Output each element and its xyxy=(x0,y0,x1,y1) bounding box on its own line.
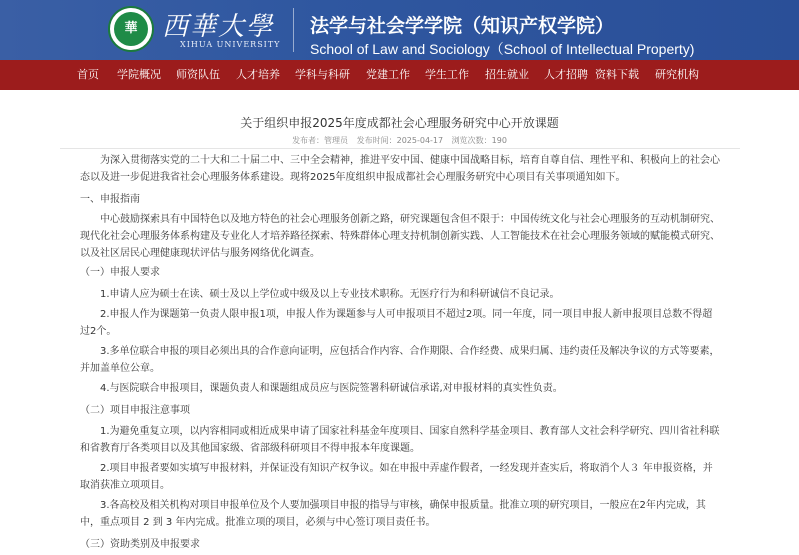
university-logo-icon[interactable] xyxy=(108,6,154,52)
intro-paragraph: 为深入贯彻落实党的二十大和二十届二中、三中全会精神，推进平安中国、健康中国战略目标，培育自尊自信、理性平和、积极向上的社会心态以及进一步促进我省社会心理服务体系建设。现将2025年度组织申报成都社会心理服务研究中心项目有关事项通知如下。 xyxy=(80,155,720,183)
requirement-1: 1.申请人应为硕士在读、硕士及以上学位或中级及以上专业技术职称。无医疗行为和科研诚信不良记录。 xyxy=(100,289,560,300)
subheading-funding: （三）资助类别及申报要求 xyxy=(80,539,200,550)
subheading-applicant: （一）申报人要求 xyxy=(80,267,160,278)
nav-item-institutes[interactable]: 研究机构 xyxy=(655,68,699,81)
article-meta xyxy=(0,135,799,146)
logo-badge: 華 xyxy=(114,12,148,46)
note-2: 2.项目申报者要如实填写申报材料，并保证没有知识产权争议。如在申报中弄虚作假者，一经发现并查实后，将取消个人３ 年申报资格，并取消获准立项项目。 xyxy=(80,463,713,491)
requirement-4: 4.与医院联合申报项目，课题负责人和课题组成员应与医院签署科研诚信承诺,对申报材料的真实性负责。 xyxy=(100,383,563,394)
header-divider xyxy=(293,8,294,52)
main-nav xyxy=(0,60,799,90)
meta-views: 浏览次数：190 xyxy=(451,136,507,145)
college-name-en: School of Law and Sociology（School of Intellectual Property) xyxy=(310,41,695,57)
nav-item-research[interactable]: 学科与科研 xyxy=(295,68,350,81)
guide-paragraph: 中心鼓励探索具有中国特色以及地方特色的社会心理服务创新之路，研究课题包含但不限于：中国传统文化与社会心理服务的互动机制研究、现代化社会心理服务体系构建及专业化人才培养路径探索、特殊群体心理支持机制创新实践、人工智能技术在社会心理服务领域的赋能模式研究、以及社区居民心理健康现状评估与服务网络优化调查。 xyxy=(80,214,720,259)
college-name-cn: 法学与社会学学院（知识产权学院） xyxy=(310,15,615,37)
site-header xyxy=(0,0,799,60)
requirement-2: 2.申报人作为课题第一负责人限申报1项，申报人作为课题参与人可申报项目不超过2项。同一年度，同一项目申报人新申报项目总数不得超过2个。 xyxy=(80,309,713,337)
nav-item-about[interactable]: 学院概况 xyxy=(117,68,161,81)
nav-item-admissions[interactable]: 招生就业 xyxy=(485,68,529,81)
nav-item-students[interactable]: 学生工作 xyxy=(425,68,469,81)
nav-item-home[interactable]: 首页 xyxy=(77,68,99,81)
university-name-cn[interactable]: 西華大學 xyxy=(162,12,275,42)
nav-item-downloads[interactable]: 资料下载 xyxy=(595,68,639,81)
nav-item-party[interactable]: 党建工作 xyxy=(366,68,410,81)
section-heading-guide: 一、申报指南 xyxy=(80,194,140,205)
nav-item-education[interactable]: 人才培养 xyxy=(236,68,280,81)
nav-item-faculty[interactable]: 师资队伍 xyxy=(176,68,220,81)
university-name-en: XIHUA UNIVERSITY xyxy=(180,40,281,49)
note-1: 1.为避免重复立项，以内容相同或相近成果申请了国家社科基金年度项目、国家自然科学基金项目、教育部人文社会科学研究、四川省社科联和省教育厅各类项目以及其他国家级、省部级科研项目不得申报本年度课题。 xyxy=(80,426,720,454)
requirement-3: 3.多单位联合申报的项目必须出具的合作意向证明，应包括合作内容、合作期限、合作经费、成果归属、违约责任及解决争议的方式等要素，并加盖单位公章。 xyxy=(80,346,720,374)
meta-publisher: 发布者：管理员 xyxy=(292,136,349,145)
subheading-notes: （二）项目申报注意事项 xyxy=(80,405,190,416)
nav-item-recruitment[interactable]: 人才招聘 xyxy=(544,68,588,81)
meta-divider xyxy=(60,148,740,149)
meta-date: 发布时间：2025-04-17 xyxy=(356,136,444,145)
article-title: 关于组织申报2025年度成都社会心理服务研究中心开放课题 xyxy=(240,116,559,130)
note-3: 3.各高校及相关机构对项目申报单位及个人要加强项目申报的指导与审核，确保申报质量。批准立项的研究项目，一般应在2年内完成，其中，重点项目 2 到 3 年内完成。批准立项的项目，必须与中心签订项目责任书。 xyxy=(80,500,706,528)
